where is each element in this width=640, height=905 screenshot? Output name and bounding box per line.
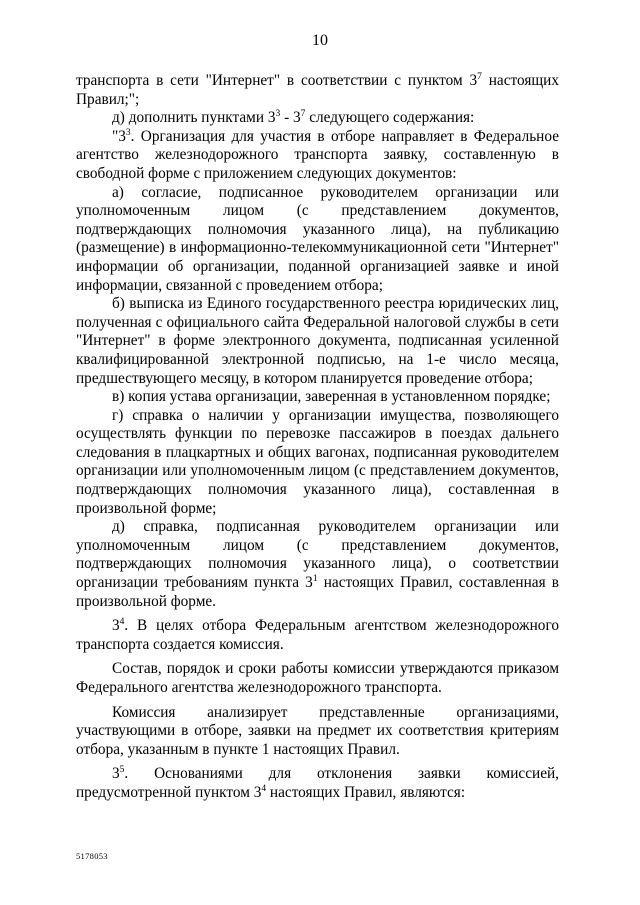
paragraph	[76, 704, 559, 760]
text-run: д) справка, подписанная руководителем организации или уполномоченным лицом (с представлением документов, подтверждающих полномочия указанного лица), о соответствии организации требованиям пункта 3	[76, 518, 559, 592]
superscript: 3	[125, 127, 131, 138]
text-run: Состав, порядок и сроки работы комиссии утверждаются приказом Федерального агентства железнодорожного транспорта.	[76, 660, 559, 696]
paragraph	[76, 518, 559, 611]
paragraph	[76, 109, 559, 128]
text-run: транспорта в сети "Интернет" в соответствии с пунктом 3	[76, 72, 478, 89]
document-code: 5178053	[76, 851, 108, 861]
paragraph	[76, 765, 559, 802]
text-run: 3	[112, 765, 120, 783]
superscript: 7	[477, 72, 482, 82]
superscript: 4	[261, 783, 267, 794]
superscript: 4	[119, 617, 125, 628]
text-run: а) согласие, подписанное руководителем организации или уполномоченным лицом (с представлением документов, подтверждающих полномочия указанного лица), на публикацию (размещение) в информационно-телекоммуникационной сети "Интернет" информации об организации, поданной организацией заявке и иной информации, связанной с проведением отбора;	[76, 183, 559, 294]
paragraph	[76, 184, 559, 296]
text-run: 3	[112, 617, 120, 635]
text-run: следующего содержания:	[305, 109, 475, 127]
text-run: д) дополнить пунктами 3	[112, 109, 276, 127]
superscript: 5	[119, 765, 125, 776]
text-run: г) справка о наличии у организации имущества, позволяющего осуществлять функции по перевозке пассажиров в поездах дальнего следования в плацкартных и общих вагонах, подписанная руководителем организации или уполномоченным лицом (с представлением документов, подтверждающих полномочия указанного лица), составленная в произвольной форме;	[76, 406, 559, 517]
document-body	[76, 72, 559, 803]
text-run: . В целях отбора Федеральным агентством железнодорожного транспорта создается комиссия.	[76, 617, 559, 653]
text-run: . Организация для участия в отборе направляет в Федеральное агентство железнодорожного транспорта заявку, составленную в свободной форме с приложением следующих документов:	[76, 127, 559, 182]
superscript: 3	[275, 109, 281, 120]
page-number: 10	[312, 32, 328, 49]
text-run: настоящих Правил, составленная в произвольной форме.	[76, 574, 559, 610]
text-run: Комиссия анализирует представленные организациями, участвующими в отборе, заявки на предмет их соответствия критериям отбора, указанным в пункте 1 настоящих Правил.	[76, 703, 559, 758]
paragraph	[76, 617, 559, 654]
paragraph	[76, 72, 559, 109]
paragraph	[76, 128, 559, 184]
superscript: 1	[312, 574, 318, 585]
text-run: настоящих Правил, являются:	[266, 783, 466, 801]
text-run: . Основаниями для отклонения заявки комиссией, предусмотренной пунктом 3	[76, 765, 559, 801]
text-run: настоящих Правил;";	[76, 72, 559, 108]
superscript: 7	[300, 109, 306, 120]
text-run: б) выписка из Единого государственного реестра юридических лиц, полученная с официального сайта Федеральной налоговой службы в сети "Интернет" в форме электронного документа, подписанная усиленной квалифицированной электронной подписью, на 1-е число месяца, предшествующего месяцу, в котором планируется проведение отбора;	[76, 295, 559, 387]
paragraph	[76, 660, 559, 697]
paragraph	[76, 295, 559, 388]
paragraph	[76, 388, 559, 407]
text-run: - 3	[280, 109, 301, 127]
paragraph	[76, 407, 559, 519]
text-run: в) копия устава организации, заверенная в установленном порядке;	[112, 388, 551, 406]
text-run: "3	[112, 127, 126, 145]
